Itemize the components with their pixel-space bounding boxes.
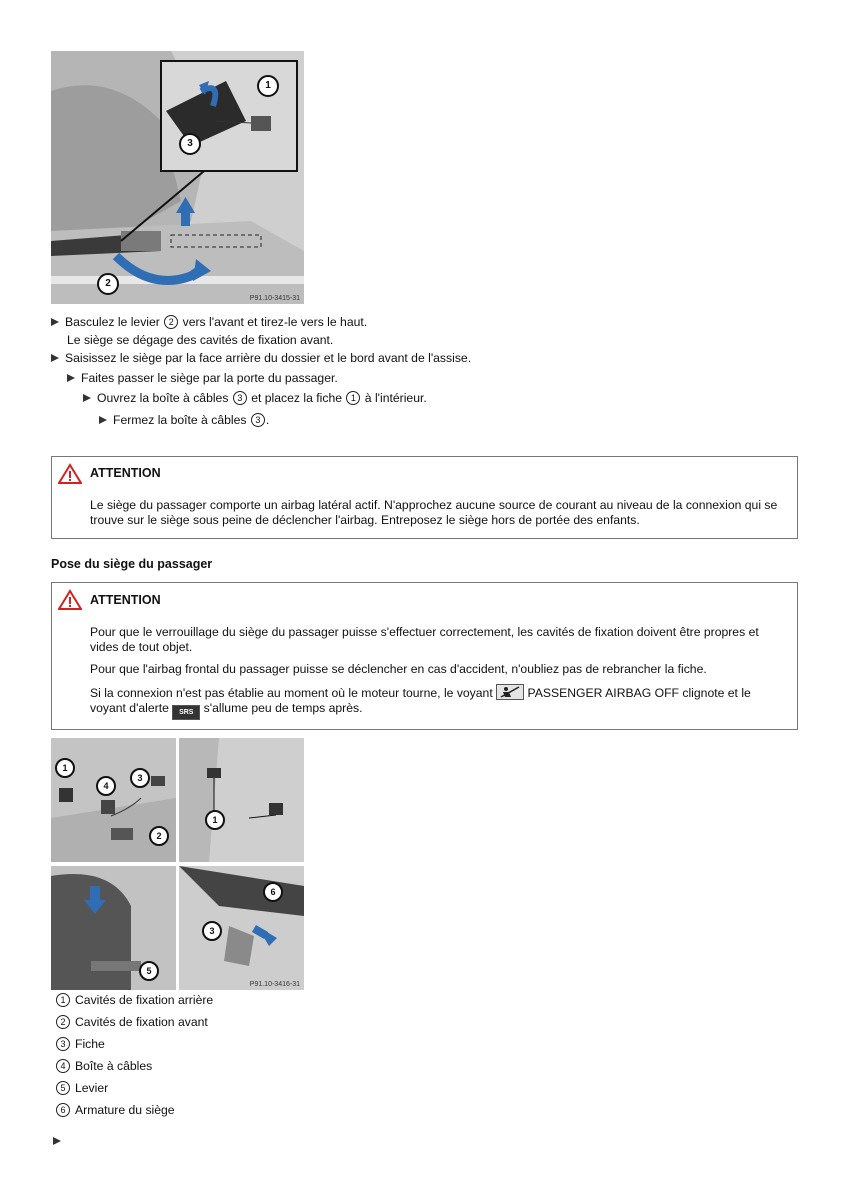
legend-item [55, 993, 213, 1008]
step-text: vers l'avant et tirez-le vers le haut. [182, 315, 368, 329]
callout-3: 3 [179, 133, 201, 155]
panel-top-left [51, 738, 176, 862]
step-1-result: Le siège se dégage des cavités de fixation avant. [67, 333, 334, 347]
warning-text: s'allume peu de temps après. [203, 701, 363, 715]
num-circle: 3 [56, 1037, 70, 1051]
legend-item [55, 1037, 105, 1052]
srs-warning-lamp-icon: SRS [172, 705, 200, 720]
warning-text: voyant d'alerte [90, 701, 169, 715]
step-1 [51, 315, 367, 330]
callout-1: 1 [205, 810, 225, 830]
callout-1: 1 [257, 75, 279, 97]
callout-2: 2 [97, 273, 119, 295]
callout-4: 4 [96, 776, 116, 796]
num-circle: 6 [56, 1103, 70, 1117]
num-circle: 2 [56, 1015, 70, 1029]
legend-item [55, 1015, 208, 1030]
num-circle: 5 [56, 1081, 70, 1095]
step-text: Saisissez le siège par la face arrière du dossier et le bord avant de l'assise. [65, 351, 472, 365]
figure-caption: P91.10-3416-31 [249, 981, 300, 988]
step-text: Faites passer le siège par la porte du passager. [81, 371, 338, 385]
warning-text: Le siège du passager comporte un airbag latéral actif. N'approchez aucune source de courant au niveau de la connexion qui se trouve sur le siège sous peine de déclencher l'airbag. Entreposez le siège hors de portée des enfants. [90, 498, 778, 527]
warning-text: Si la connexion n'est pas établie au moment où le moteur tourne, le voyant [90, 686, 493, 700]
num-circle: 2 [164, 315, 178, 329]
num-circle: 1 [56, 993, 70, 1007]
bullet-arrow-icon [99, 416, 107, 424]
legend-item [55, 1103, 175, 1118]
warning-paragraph-2: Pour que l'airbag frontal du passager puisse se déclencher en cas d'accident, n'oubliez pas de rebrancher la fiche. [90, 662, 707, 676]
step-text: et placez la fiche [251, 391, 343, 405]
callout-6: 6 [263, 882, 283, 902]
warning-title: ATTENTION [90, 466, 161, 480]
bullet-arrow-icon [51, 318, 59, 326]
figure-seat-removal [51, 51, 304, 304]
num-circle: 4 [56, 1059, 70, 1073]
panel-bottom-left [51, 866, 176, 990]
legend-label: Fiche [75, 1037, 105, 1051]
legend-label: Cavités de fixation avant [75, 1015, 208, 1029]
warning-triangle-icon [58, 463, 82, 484]
callout-3: 3 [130, 768, 150, 788]
bullet-arrow-icon [51, 354, 59, 362]
passenger-airbag-off-icon [496, 684, 524, 700]
continue-arrow-icon [53, 1137, 61, 1145]
step-4 [83, 391, 427, 406]
warning-box-2 [51, 582, 798, 730]
legend-label: Levier [75, 1081, 109, 1095]
bullet-arrow-icon [67, 374, 75, 382]
legend-label: Armature du siège [75, 1103, 175, 1117]
step-5 [99, 413, 269, 428]
bullet-arrow-icon [83, 394, 91, 402]
section-heading: Pose du siège du passager [51, 557, 213, 571]
step-2 [51, 351, 471, 366]
warning-paragraph-3 [90, 684, 787, 720]
panel-bottom-right [179, 866, 304, 990]
panel-top-right [179, 738, 304, 862]
figure-seat-installation [51, 738, 304, 990]
warning-box-1 [51, 456, 798, 539]
warning-paragraph-1: Pour que le verrouillage du siège du passager puisse s'effectuer correctement, les cavités de fixation doivent être propres et vides de tout objet. [90, 625, 759, 654]
warning-title: ATTENTION [90, 593, 161, 607]
warning-triangle-icon [58, 589, 82, 610]
callout-2: 2 [149, 826, 169, 846]
step-text: Ouvrez la boîte à câbles [97, 391, 229, 405]
num-circle: 3 [233, 391, 247, 405]
figure-caption: P91.10-3415-31 [249, 295, 300, 302]
callout-3: 3 [202, 921, 222, 941]
step-text: Fermez la boîte à câbles [113, 413, 247, 427]
callout-5: 5 [139, 961, 159, 981]
legend-label: Cavités de fixation arrière [75, 993, 214, 1007]
warning-text: PASSENGER AIRBAG OFF clignote et le [527, 686, 751, 700]
step-text: Basculez le levier [65, 315, 160, 329]
step-3 [67, 371, 338, 386]
num-circle: 3 [251, 413, 265, 427]
legend-item [55, 1081, 108, 1096]
step-text: . [265, 413, 270, 427]
step-text: à l'intérieur. [364, 391, 427, 405]
legend-label: Boîte à câbles [75, 1059, 153, 1073]
callout-1: 1 [55, 758, 75, 778]
num-circle: 1 [346, 391, 360, 405]
legend-item [55, 1059, 152, 1074]
